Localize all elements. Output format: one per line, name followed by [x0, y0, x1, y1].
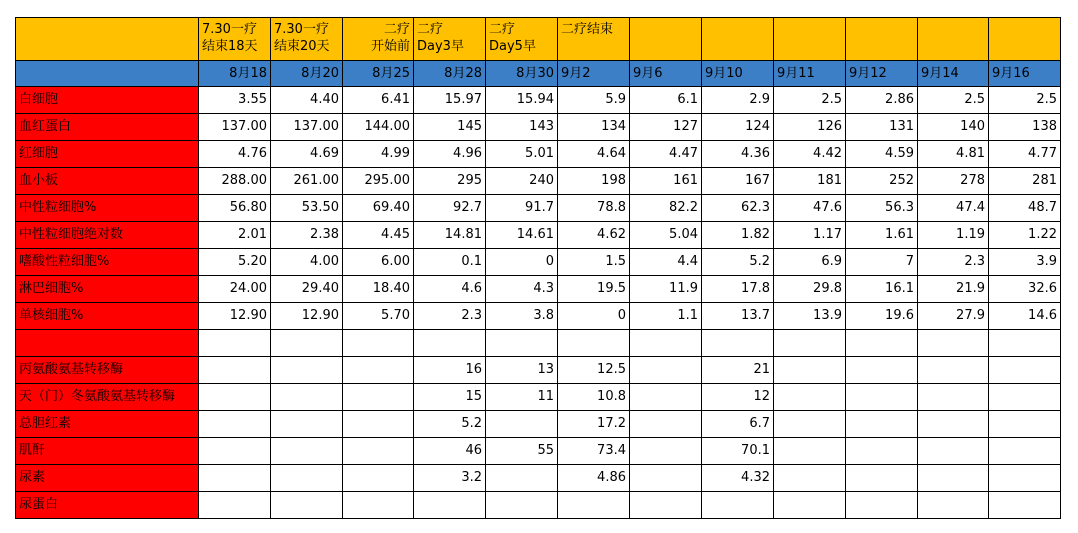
value-cell — [343, 411, 414, 438]
value-cell: 21.9 — [918, 276, 989, 303]
value-cell — [702, 330, 774, 357]
value-cell: 4.36 — [702, 141, 774, 168]
value-cell — [486, 492, 558, 519]
value-cell: 21 — [702, 357, 774, 384]
value-cell: 11.9 — [630, 276, 702, 303]
header-row-stage — [16, 18, 1061, 61]
value-cell: 143 — [486, 114, 558, 141]
header-date-cell: 9月6 — [630, 61, 702, 87]
value-cell — [918, 357, 989, 384]
value-cell: 3.8 — [486, 303, 558, 330]
value-cell: 1.5 — [558, 249, 630, 276]
value-cell: 29.40 — [271, 276, 343, 303]
header-date-cell: 8月20 — [271, 61, 343, 87]
table-row — [16, 330, 1061, 357]
row-label: 嗜酸性粒细胞% — [16, 249, 199, 276]
value-cell: 181 — [774, 168, 846, 195]
value-cell: 252 — [846, 168, 918, 195]
value-cell: 14.6 — [989, 303, 1061, 330]
value-cell: 4.76 — [199, 141, 271, 168]
value-cell: 240 — [486, 168, 558, 195]
value-cell — [343, 465, 414, 492]
value-cell: 131 — [846, 114, 918, 141]
value-cell — [989, 411, 1061, 438]
value-cell: 13 — [486, 357, 558, 384]
value-cell: 5.20 — [199, 249, 271, 276]
value-cell: 3.55 — [199, 87, 271, 114]
value-cell: 46 — [414, 438, 486, 465]
value-cell: 198 — [558, 168, 630, 195]
header-date-cell — [16, 61, 199, 87]
value-cell: 24.00 — [199, 276, 271, 303]
value-cell: 6.7 — [702, 411, 774, 438]
value-cell: 2.3 — [414, 303, 486, 330]
value-cell: 4.86 — [558, 465, 630, 492]
value-cell — [486, 330, 558, 357]
value-cell: 29.8 — [774, 276, 846, 303]
row-label: 总胆红素 — [16, 411, 199, 438]
value-cell: 15.94 — [486, 87, 558, 114]
value-cell: 4.00 — [271, 249, 343, 276]
value-cell: 92.7 — [414, 195, 486, 222]
value-cell: 27.9 — [918, 303, 989, 330]
header-stage-cell — [846, 18, 918, 61]
row-label: 淋巴细胞% — [16, 276, 199, 303]
value-cell: 55 — [486, 438, 558, 465]
value-cell: 1.17 — [774, 222, 846, 249]
value-cell: 78.8 — [558, 195, 630, 222]
value-cell — [989, 384, 1061, 411]
value-cell: 2.5 — [918, 87, 989, 114]
value-cell: 82.2 — [630, 195, 702, 222]
value-cell — [774, 357, 846, 384]
value-cell: 69.40 — [343, 195, 414, 222]
value-cell — [989, 465, 1061, 492]
value-cell — [918, 330, 989, 357]
value-cell — [918, 438, 989, 465]
value-cell — [199, 357, 271, 384]
value-cell: 6.00 — [343, 249, 414, 276]
value-cell: 6.9 — [774, 249, 846, 276]
header-stage-cell — [630, 18, 702, 61]
value-cell — [989, 438, 1061, 465]
value-cell — [199, 384, 271, 411]
value-cell — [343, 357, 414, 384]
value-cell — [846, 384, 918, 411]
value-cell: 4.62 — [558, 222, 630, 249]
value-cell — [271, 357, 343, 384]
value-cell: 261.00 — [271, 168, 343, 195]
header-stage-cell: 7.30一疗 结束20天 — [271, 18, 343, 61]
value-cell — [989, 330, 1061, 357]
value-cell — [486, 465, 558, 492]
value-cell: 2.5 — [989, 87, 1061, 114]
value-cell: 19.5 — [558, 276, 630, 303]
value-cell: 4.47 — [630, 141, 702, 168]
value-cell: 1.1 — [630, 303, 702, 330]
value-cell: 4.3 — [486, 276, 558, 303]
value-cell — [271, 465, 343, 492]
value-cell: 4.45 — [343, 222, 414, 249]
value-cell: 5.2 — [414, 411, 486, 438]
row-label: 尿蛋白 — [16, 492, 199, 519]
table-row — [16, 492, 1061, 519]
value-cell: 91.7 — [486, 195, 558, 222]
value-cell: 4.32 — [702, 465, 774, 492]
value-cell: 4.64 — [558, 141, 630, 168]
value-cell: 14.81 — [414, 222, 486, 249]
value-cell — [774, 465, 846, 492]
value-cell: 17.2 — [558, 411, 630, 438]
value-cell — [630, 492, 702, 519]
value-cell: 16.1 — [846, 276, 918, 303]
value-cell: 62.3 — [702, 195, 774, 222]
header-date-cell: 9月16 — [989, 61, 1061, 87]
header-date-cell: 8月28 — [414, 61, 486, 87]
header-stage-cell — [989, 18, 1061, 61]
value-cell — [343, 330, 414, 357]
value-cell: 3.9 — [989, 249, 1061, 276]
header-row-date — [16, 61, 1061, 87]
value-cell — [630, 384, 702, 411]
value-cell — [702, 492, 774, 519]
table-row — [16, 303, 1061, 330]
row-label: 中性粒细胞绝对数 — [16, 222, 199, 249]
value-cell — [918, 465, 989, 492]
header-stage-cell: 二疗 开始前 — [343, 18, 414, 61]
row-label: 血小板 — [16, 168, 199, 195]
value-cell: 4.99 — [343, 141, 414, 168]
value-cell — [199, 330, 271, 357]
header-stage-cell — [16, 18, 199, 61]
header-stage-cell — [774, 18, 846, 61]
header-stage-cell: 7.30一疗 结束18天 — [199, 18, 271, 61]
value-cell: 12.90 — [271, 303, 343, 330]
header-date-cell: 9月11 — [774, 61, 846, 87]
header-date-cell: 9月14 — [918, 61, 989, 87]
value-cell: 3.2 — [414, 465, 486, 492]
value-cell: 73.4 — [558, 438, 630, 465]
value-cell: 7 — [846, 249, 918, 276]
header-stage-cell: 二疗结束 — [558, 18, 630, 61]
lab-results-table — [15, 17, 1061, 519]
value-cell: 13.7 — [702, 303, 774, 330]
value-cell — [774, 411, 846, 438]
header-date-cell: 8月18 — [199, 61, 271, 87]
value-cell: 56.3 — [846, 195, 918, 222]
header-date-cell: 9月10 — [702, 61, 774, 87]
value-cell: 1.22 — [989, 222, 1061, 249]
value-cell: 12 — [702, 384, 774, 411]
value-cell: 15.97 — [414, 87, 486, 114]
value-cell: 140 — [918, 114, 989, 141]
value-cell: 295 — [414, 168, 486, 195]
table-row — [16, 465, 1061, 492]
value-cell: 18.40 — [343, 276, 414, 303]
value-cell: 4.4 — [630, 249, 702, 276]
value-cell: 4.77 — [989, 141, 1061, 168]
row-label: 肌酐 — [16, 438, 199, 465]
value-cell: 4.59 — [846, 141, 918, 168]
value-cell: 4.6 — [414, 276, 486, 303]
value-cell — [918, 492, 989, 519]
value-cell: 2.38 — [271, 222, 343, 249]
table-row — [16, 384, 1061, 411]
value-cell: 1.61 — [846, 222, 918, 249]
value-cell: 12.90 — [199, 303, 271, 330]
value-cell: 4.96 — [414, 141, 486, 168]
value-cell — [846, 465, 918, 492]
table-row — [16, 141, 1061, 168]
header-stage-cell — [918, 18, 989, 61]
value-cell: 5.04 — [630, 222, 702, 249]
value-cell: 5.9 — [558, 87, 630, 114]
value-cell: 5.01 — [486, 141, 558, 168]
value-cell: 14.61 — [486, 222, 558, 249]
value-cell: 70.1 — [702, 438, 774, 465]
value-cell: 2.86 — [846, 87, 918, 114]
value-cell: 144.00 — [343, 114, 414, 141]
header-stage-cell: 二疗 Day5早 — [486, 18, 558, 61]
value-cell: 124 — [702, 114, 774, 141]
value-cell: 2.9 — [702, 87, 774, 114]
header-date-cell: 9月12 — [846, 61, 918, 87]
value-cell — [199, 492, 271, 519]
value-cell: 134 — [558, 114, 630, 141]
row-label — [16, 330, 199, 357]
value-cell — [343, 492, 414, 519]
value-cell — [271, 438, 343, 465]
header-date-cell: 8月25 — [343, 61, 414, 87]
value-cell — [630, 411, 702, 438]
row-label: 天（门）冬氨酸氨基转移酶 — [16, 384, 199, 411]
value-cell — [414, 330, 486, 357]
table-row — [16, 168, 1061, 195]
value-cell: 4.42 — [774, 141, 846, 168]
value-cell: 288.00 — [199, 168, 271, 195]
value-cell: 5.2 — [702, 249, 774, 276]
value-cell: 4.69 — [271, 141, 343, 168]
table-row — [16, 411, 1061, 438]
value-cell: 6.1 — [630, 87, 702, 114]
value-cell: 127 — [630, 114, 702, 141]
value-cell: 47.6 — [774, 195, 846, 222]
value-cell — [774, 330, 846, 357]
table-row — [16, 222, 1061, 249]
value-cell — [846, 438, 918, 465]
value-cell: 0.1 — [414, 249, 486, 276]
value-cell: 137.00 — [199, 114, 271, 141]
row-label: 血红蛋白 — [16, 114, 199, 141]
value-cell — [918, 384, 989, 411]
value-cell: 1.82 — [702, 222, 774, 249]
value-cell: 10.8 — [558, 384, 630, 411]
value-cell: 6.41 — [343, 87, 414, 114]
row-label: 丙氨酸氨基转移酶 — [16, 357, 199, 384]
value-cell — [271, 330, 343, 357]
value-cell — [343, 384, 414, 411]
value-cell: 15 — [414, 384, 486, 411]
table-row — [16, 276, 1061, 303]
value-cell: 53.50 — [271, 195, 343, 222]
value-cell — [630, 438, 702, 465]
value-cell: 4.40 — [271, 87, 343, 114]
value-cell: 278 — [918, 168, 989, 195]
value-cell: 295.00 — [343, 168, 414, 195]
value-cell: 138 — [989, 114, 1061, 141]
value-cell — [343, 438, 414, 465]
value-cell — [774, 384, 846, 411]
row-label: 中性粒细胞% — [16, 195, 199, 222]
value-cell — [774, 438, 846, 465]
value-cell: 137.00 — [271, 114, 343, 141]
table-row — [16, 438, 1061, 465]
table-row — [16, 87, 1061, 114]
row-label: 单核细胞% — [16, 303, 199, 330]
table-row — [16, 249, 1061, 276]
value-cell — [271, 492, 343, 519]
value-cell — [989, 492, 1061, 519]
value-cell: 19.6 — [846, 303, 918, 330]
value-cell: 4.81 — [918, 141, 989, 168]
value-cell: 0 — [558, 303, 630, 330]
value-cell — [630, 465, 702, 492]
row-label: 白细胞 — [16, 87, 199, 114]
value-cell: 5.70 — [343, 303, 414, 330]
value-cell: 126 — [774, 114, 846, 141]
value-cell — [846, 492, 918, 519]
value-cell — [630, 357, 702, 384]
value-cell — [271, 411, 343, 438]
value-cell — [989, 357, 1061, 384]
header-stage-cell — [702, 18, 774, 61]
value-cell — [414, 492, 486, 519]
value-cell — [199, 465, 271, 492]
value-cell: 47.4 — [918, 195, 989, 222]
value-cell — [199, 438, 271, 465]
table-row — [16, 195, 1061, 222]
value-cell — [558, 492, 630, 519]
table-row — [16, 357, 1061, 384]
value-cell — [846, 411, 918, 438]
value-cell: 11 — [486, 384, 558, 411]
table-row — [16, 114, 1061, 141]
value-cell: 32.6 — [989, 276, 1061, 303]
value-cell — [918, 411, 989, 438]
value-cell: 56.80 — [199, 195, 271, 222]
header-date-cell: 9月2 — [558, 61, 630, 87]
value-cell — [558, 330, 630, 357]
value-cell: 1.19 — [918, 222, 989, 249]
value-cell: 16 — [414, 357, 486, 384]
value-cell: 2.01 — [199, 222, 271, 249]
value-cell: 281 — [989, 168, 1061, 195]
value-cell — [271, 384, 343, 411]
value-cell — [630, 330, 702, 357]
value-cell: 161 — [630, 168, 702, 195]
value-cell: 167 — [702, 168, 774, 195]
header-stage-cell: 二疗 Day3早 — [414, 18, 486, 61]
value-cell: 145 — [414, 114, 486, 141]
row-label: 红细胞 — [16, 141, 199, 168]
value-cell: 13.9 — [774, 303, 846, 330]
value-cell — [199, 411, 271, 438]
value-cell: 12.5 — [558, 357, 630, 384]
row-label: 尿素 — [16, 465, 199, 492]
value-cell — [846, 357, 918, 384]
value-cell — [846, 330, 918, 357]
header-date-cell: 8月30 — [486, 61, 558, 87]
value-cell: 2.5 — [774, 87, 846, 114]
value-cell — [486, 411, 558, 438]
value-cell: 2.3 — [918, 249, 989, 276]
value-cell: 48.7 — [989, 195, 1061, 222]
value-cell: 0 — [486, 249, 558, 276]
value-cell — [774, 492, 846, 519]
value-cell: 17.8 — [702, 276, 774, 303]
